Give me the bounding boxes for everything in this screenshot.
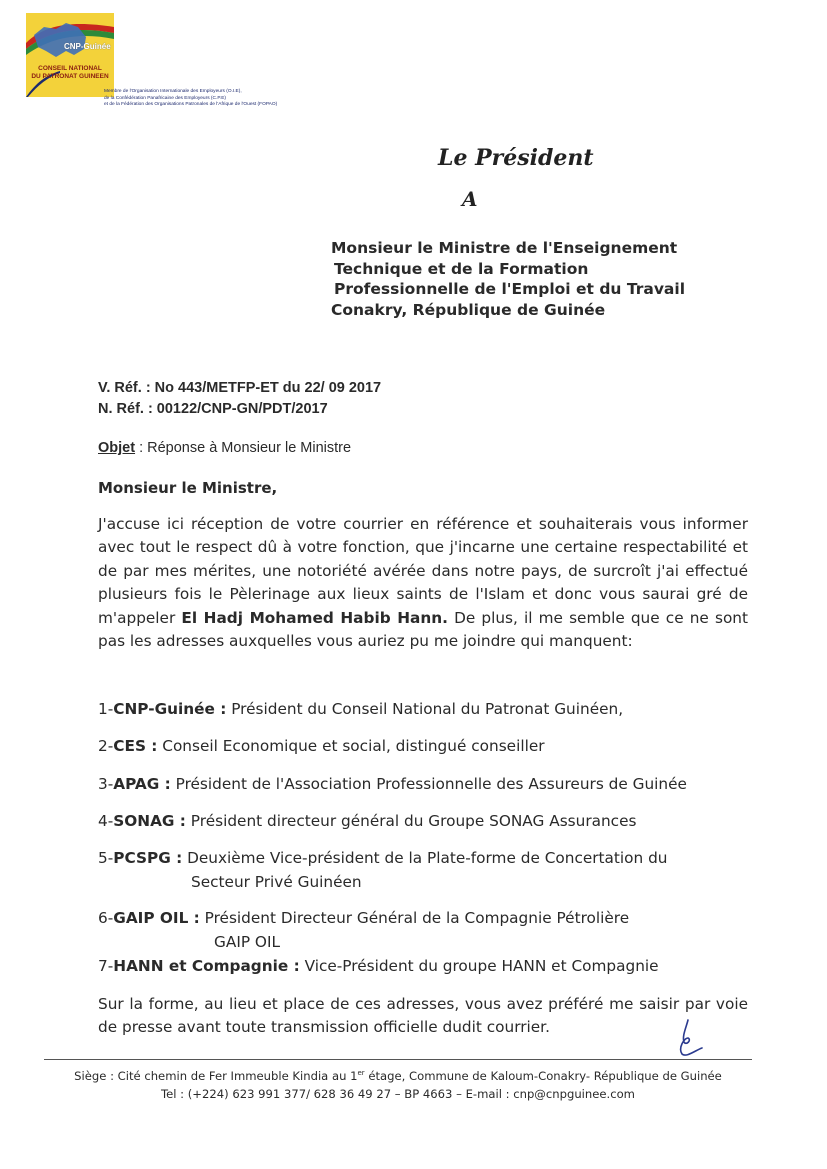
- sender-title: Le Président: [438, 145, 594, 171]
- paragraph-text: J'accuse ici réception de votre courrier en référence et souhaiterais vous informer avec tout le respect dû à votre fonction, que j'incarne une certaine respectabilité et de par mes mérites, une notoriété avérée dans notre pays, de surcroît j'ai effectué plusieurs fois le Pèlerinage aux lieux saints de l'Islam et donc vous saurai gré de m'appeler: [98, 515, 748, 627]
- logo-brand-text: CNP-Guinée: [64, 42, 111, 51]
- logo-org-line2: DU PATRONAT GUINEEN: [31, 73, 109, 80]
- item-text: Président de l'Association Professionnelle des Assureurs de Guinée: [170, 775, 687, 793]
- item-name: GAIP OIL :: [113, 909, 200, 927]
- membership-line: de la Confédération Panafricaine des Employeurs (C.P.E): [104, 95, 227, 101]
- paragraph-bold-name: El Hadj Mohamed Habib Hann.: [181, 608, 448, 627]
- body-paragraph-1: [98, 513, 748, 653]
- footer-contact: Tel : (+224) 623 991 377/ 628 36 49 27 – BP 4663 – E-mail : cnp@cnpguinee.com: [161, 1086, 635, 1101]
- recipient-line: Conakry, République de Guinée: [331, 300, 606, 319]
- recipient-line: Technique et de la Formation: [334, 259, 589, 278]
- footer-superscript: er: [357, 1069, 365, 1077]
- list-item: [98, 775, 687, 793]
- item-number: 4-: [98, 812, 114, 830]
- logo-org-line1: CONSEIL NATIONAL: [38, 65, 102, 72]
- item-number: 3-: [98, 775, 114, 793]
- footer: [44, 1064, 752, 1103]
- recipient-address: [331, 238, 685, 320]
- subject-label: Objet: [98, 440, 136, 456]
- item-number: 1-: [98, 700, 114, 718]
- item-text: Président du Conseil National du Patronat Guinéen,: [226, 700, 624, 718]
- to-marker: A: [462, 187, 478, 211]
- list-item: [98, 957, 659, 975]
- item-text: Vice-Président du groupe HANN et Compagnie: [299, 957, 659, 975]
- list-item: [98, 849, 668, 867]
- recipient-line: Monsieur le Ministre de l'Enseignement: [331, 239, 678, 257]
- list-item: [98, 737, 545, 755]
- membership-note: [104, 89, 364, 109]
- our-reference: N. Réf. : 00122/CNP-GN/PDT/2017: [98, 401, 328, 417]
- item-name: CNP-Guinée :: [113, 700, 227, 718]
- footer-address-text: Siège : Cité chemin de Fer Immeuble Kindia au 1: [74, 1068, 358, 1083]
- item-number: 7-: [98, 957, 114, 975]
- item-name: PCSPG :: [113, 849, 183, 867]
- recipient-line: Professionnelle de l'Emploi et du Travail: [334, 280, 686, 298]
- your-reference: V. Réf. : No 443/METFP-ET du 22/ 09 2017: [98, 380, 382, 396]
- salutation: Monsieur le Ministre,: [98, 479, 278, 497]
- subject-line: [98, 440, 351, 456]
- item-text: Conseil Economique et social, distingué conseiller: [157, 737, 545, 755]
- list-item-continuation: GAIP OIL: [214, 933, 280, 951]
- paragraph-text: De plus, il me semble que ce ne sont pas les adresses auxquelles vous auriez pu me joindre qui manquent:: [98, 608, 748, 651]
- footer-divider: [44, 1059, 752, 1060]
- cnp-logo: [26, 13, 114, 97]
- item-name: SONAG :: [113, 812, 186, 830]
- item-name: CES :: [113, 737, 158, 755]
- signature-mark-icon: [672, 1018, 708, 1062]
- item-name: HANN et Compagnie :: [113, 957, 300, 975]
- body-paragraph-2: Sur la forme, au lieu et place de ces adresses, vous avez préféré me saisir par voie de presse avant toute transmission officielle dudit courrier.: [98, 995, 748, 1037]
- guinea-map-icon: [26, 13, 114, 97]
- subject-text: : Réponse à Monsieur le Ministre: [135, 440, 352, 456]
- item-number: 2-: [98, 737, 114, 755]
- list-item: [98, 909, 629, 927]
- list-item-continuation: Secteur Privé Guinéen: [191, 873, 362, 891]
- list-item: [98, 700, 623, 718]
- membership-line: Membre de l'Organisation Internationale des Employeurs (O.I.E),: [104, 89, 242, 94]
- footer-address: [44, 1064, 752, 1085]
- item-text: Deuxième Vice-président de la Plate-forme de Concertation du: [182, 849, 668, 867]
- references: [98, 378, 381, 420]
- item-number: 5-: [98, 849, 114, 867]
- membership-line: et de la Fédération des Organisations Patronales de l'Afrique de l'Ouest (FOPAO): [104, 102, 278, 108]
- item-text: Président Directeur Général de la Compagnie Pétrolière: [199, 909, 630, 927]
- list-item: [98, 812, 636, 830]
- item-number: 6-: [98, 909, 114, 927]
- footer-address-text: étage, Commune de Kaloum-Conakry- République de Guinée: [364, 1068, 722, 1083]
- item-name: APAG :: [113, 775, 171, 793]
- item-text: Président directeur général du Groupe SONAG Assurances: [185, 812, 637, 830]
